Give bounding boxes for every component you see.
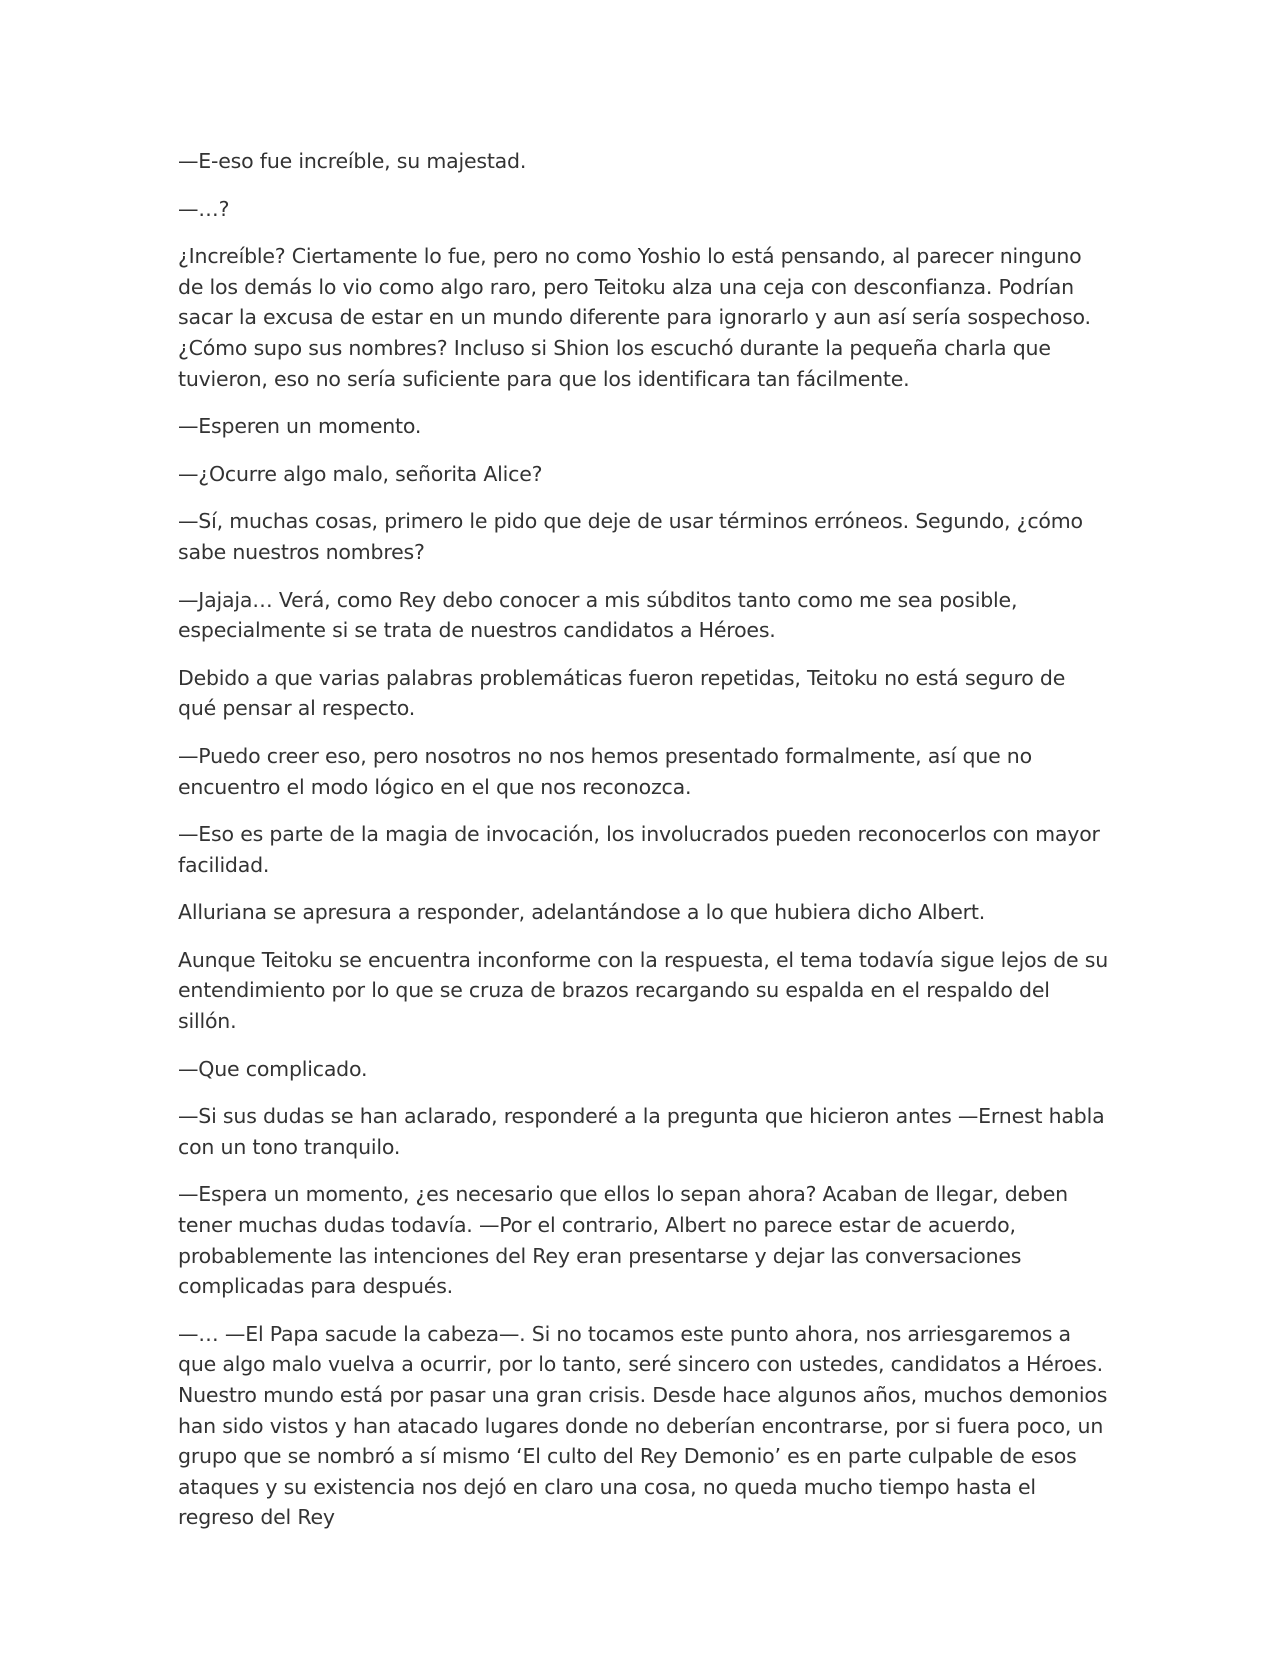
- paragraph-7: —Jajaja… Verá, como Rey debo conocer a mis súbditos tanto como me sea posible, especialmente si se trata de nuestros candidatos a Héroes.: [178, 587, 1018, 643]
- paragraph-16: —… —El Papa sacude la cabeza—. Si no tocamos este punto ahora, nos arriesgaremos a que algo malo vuelva a ocurrir, por lo tanto, seré sincero con ustedes, candidatos a Héroes. Nuestro mundo está por pasar una gran crisis. Desde hace algunos años, muchos demonios han sido vistos y han atacado lugares donde no deberían encontrarse, por si fuera poco, un grupo que se nombró a sí mismo ‘El culto del Rey Demonio’ es en parte culpable de esos ataques y su existencia nos dejó en claro una cosa, no queda mucho tiempo hasta el regreso del Rey: [178, 1321, 1108, 1530]
- paragraph-6: —Sí, muchas cosas, primero le pido que deje de usar términos erróneos. Segundo, ¿cómo sabe nuestros nombres?: [178, 509, 1083, 564]
- paragraph-12: Aunque Teitoku se encuentra inconforme con la respuesta, el tema todavía sigue lejos de su entendimiento por lo que se cruza de brazos recargando su espalda en el respaldo del sillón.: [178, 947, 1109, 1034]
- paragraph-4: —Esperen un momento.: [178, 414, 422, 439]
- document-body: [178, 146, 1108, 1550]
- paragraph-15: —Espera un momento, ¿es necesario que ellos lo sepan ahora? Acaban de llegar, deben tener muchas dudas todavía. —Por el contrario, Albert no parece estar de acuerdo, probablemente las intenciones del Rey eran presentarse y dejar las conversaciones complicadas para después.: [178, 1182, 1068, 1299]
- paragraph-13: —Que complicado.: [178, 1056, 368, 1081]
- paragraph-2: —…?: [178, 196, 230, 221]
- paragraph-9: —Puedo creer eso, pero nosotros no nos hemos presentado formalmente, así que no encuentro el modo lógico en el que nos reconozca.: [178, 743, 1032, 799]
- paragraph-8: Debido a que varias palabras problemáticas fueron repetidas, Teitoku no está seguro de qué pensar al respecto.: [178, 665, 1066, 721]
- paragraph-14: —Si sus dudas se han aclarado, responderé a la pregunta que hicieron antes —Ernest habla con un tono tranquilo.: [178, 1104, 1105, 1159]
- paragraph-10: —Eso es parte de la magia de invocación, los involucrados pueden reconocerlos con mayor facilidad.: [178, 822, 1100, 877]
- paragraph-5: —¿Ocurre algo malo, señorita Alice?: [178, 461, 543, 486]
- paragraph-3: ¿Increíble? Ciertamente lo fue, pero no como Yoshio lo está pensando, al parecer ninguno de los demás lo vio como algo raro, pero Teitoku alza una ceja con desconfianza. Podrían sacar la excusa de estar en un mundo diferente para ignorarlo y aun así sería sospechoso. ¿Cómo supo sus nombres? Incluso si Shion los escuchó durante la pequeña charla que tuvieron, eso no sería suficiente para que los identificara tan fácilmente.: [178, 244, 1091, 391]
- paragraph-11: Alluriana se apresura a responder, adelantándose a lo que hubiera dicho Albert.: [178, 900, 986, 925]
- paragraph-1: —E-eso fue increíble, su majestad.: [178, 149, 527, 173]
